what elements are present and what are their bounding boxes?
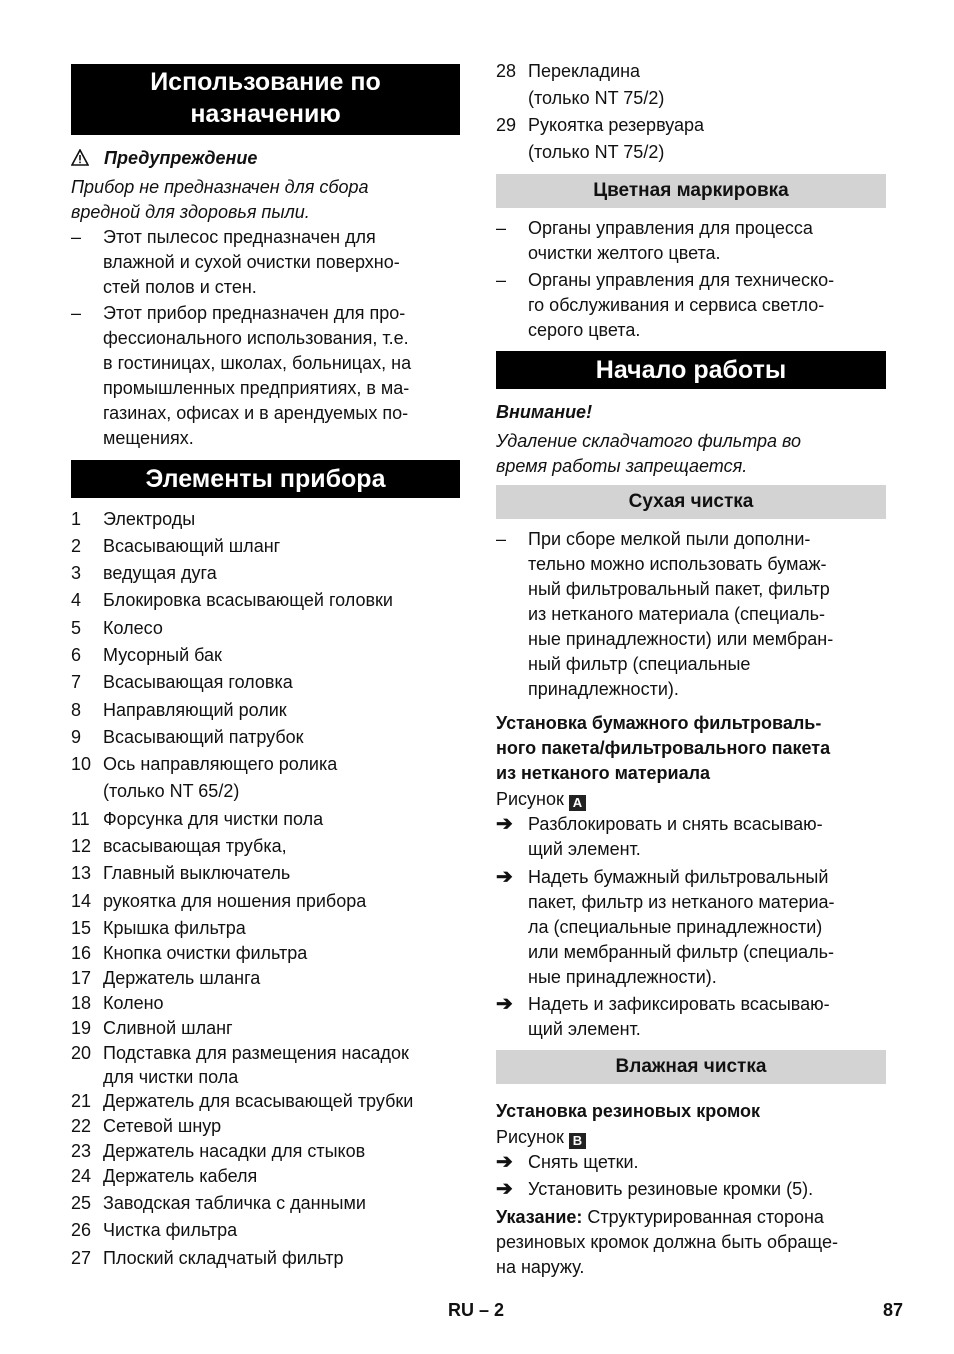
bullet-line: Органы управления для техническо-: [528, 270, 835, 290]
right-arrow-icon: ➔: [496, 866, 513, 888]
dash-marker: –: [496, 529, 507, 549]
item-text: (только NT 65/2): [103, 781, 240, 801]
subheading-rubber-lips: Установка резиновых кромок: [496, 1101, 761, 1121]
item-text: Колено: [103, 993, 164, 1013]
item-text: Заводская табличка с данными: [103, 1193, 366, 1213]
item-text: всасывающая трубка,: [103, 836, 287, 856]
footer-page-number: 87: [883, 1300, 904, 1320]
bullet-line: мещениях.: [103, 428, 194, 448]
heading-intended-use: [71, 64, 460, 135]
bullet-line: тельно можно использовать бумаж-: [528, 554, 827, 574]
figure-reference: [496, 1125, 586, 1150]
note-line: резиновых кромок должна быть обраще-: [496, 1232, 838, 1252]
item-number: 28: [496, 61, 517, 81]
item-text: Главный выключатель: [103, 863, 291, 883]
attention-text-line: Удаление складчатого фильтра во: [496, 431, 802, 451]
item-text: Колесо: [103, 618, 163, 638]
item-number: 27: [71, 1248, 92, 1268]
item-number: 19: [71, 1018, 92, 1038]
right-arrow-icon: ➔: [496, 1178, 513, 1200]
warning-title: [71, 146, 257, 173]
warning-title-text: Предупреждение: [104, 148, 258, 168]
figure-letter-badge: B: [569, 1133, 586, 1149]
heading-wet-cleaning: Влажная чистка: [496, 1050, 886, 1084]
item-text: Блокировка всасывающей головки: [103, 590, 393, 610]
item-text: Кнопка очистки фильтра: [103, 943, 308, 963]
step-line: щий элемент.: [528, 839, 641, 859]
step-line: или мембранный фильтр (специаль-: [528, 942, 834, 962]
bullet-line: влажной и сухой очистки поверхно-: [103, 252, 400, 272]
item-text: Сетевой шнур: [103, 1116, 222, 1136]
bullet-line: ный фильтровальный пакет, фильтр: [528, 579, 830, 599]
item-text: Всасывающая головка: [103, 672, 293, 692]
item-text: Сливной шланг: [103, 1018, 233, 1038]
subheading-filter-bag: Установка бумажного фильтроваль-: [496, 713, 822, 733]
item-number: 10: [71, 754, 92, 774]
item-number: 26: [71, 1220, 92, 1240]
bullet-line: ные принадлежности) или мембран-: [528, 629, 834, 649]
bullet-line: стей полов и стен.: [103, 277, 257, 297]
item-number: 20: [71, 1043, 92, 1063]
item-number: 13: [71, 863, 92, 883]
item-number: 18: [71, 993, 92, 1013]
item-text: Подставка для размещения насадок: [103, 1043, 409, 1063]
figure-label: Рисунок: [496, 1127, 564, 1147]
step-line: Разблокировать и снять всасываю-: [528, 814, 823, 834]
item-text: для чистки пола: [103, 1067, 239, 1087]
item-text: рукоятка для ношения прибора: [103, 891, 367, 911]
item-number: 24: [71, 1166, 92, 1186]
item-number: 6: [71, 645, 82, 665]
step-line: Надеть и зафиксировать всасываю-: [528, 994, 830, 1014]
item-number: 29: [496, 115, 517, 135]
item-text: Держатель шланга: [103, 968, 261, 988]
step-line: Надеть бумажный фильтровальный: [528, 867, 829, 887]
item-text: Ось направляющего ролика: [103, 754, 338, 774]
item-number: 16: [71, 943, 92, 963]
footer-language-page: RU – 2: [448, 1300, 505, 1320]
item-number: 5: [71, 618, 82, 638]
item-text: (только NT 75/2): [528, 88, 665, 108]
item-text: Плоский складчатый фильтр: [103, 1248, 344, 1268]
item-number: 4: [71, 590, 82, 610]
dash-marker: –: [71, 227, 82, 247]
note-text: Структурированная сторона: [582, 1207, 824, 1227]
item-number: 8: [71, 700, 82, 720]
heading-line: Элементы прибора: [145, 465, 386, 493]
step-line: Снять щетки.: [528, 1152, 639, 1172]
bullet-line: принадлежности).: [528, 679, 679, 699]
heading-line: назначению: [190, 100, 341, 128]
bullet-line: го обслуживания и сервиса светло-: [528, 295, 825, 315]
step-line: ные принадлежности).: [528, 967, 717, 987]
subheading-filter-bag: из нетканого материала: [496, 763, 711, 783]
bullet-line: Этот пылесос предназначен для: [103, 227, 376, 247]
bullet-line: газинах, офисах и в арендуемых по-: [103, 403, 409, 423]
step-line: ла (специальные принадлежности): [528, 917, 823, 937]
heading-elements: [71, 460, 460, 498]
item-number: 21: [71, 1091, 92, 1111]
heading-dry-cleaning: Сухая чистка: [496, 485, 886, 519]
dash-marker: –: [496, 218, 507, 238]
item-text: Электроды: [103, 509, 196, 529]
bullet-line: в гостиницах, школах, больницах, на: [103, 353, 412, 373]
heading-color-coding: Цветная маркировка: [496, 174, 886, 208]
item-text: Направляющий ролик: [103, 700, 287, 720]
figure-label: Рисунок: [496, 789, 564, 809]
bullet-line: Органы управления для процесса: [528, 218, 813, 238]
item-number: 3: [71, 563, 82, 583]
bullet-line: промышленных предприятиях, в ма-: [103, 378, 410, 398]
item-number: 11: [71, 809, 90, 829]
dash-marker: –: [71, 303, 82, 323]
figure-letter-badge: A: [569, 795, 586, 811]
warning-text-line: вредной для здоровья пыли.: [71, 202, 310, 222]
note-line: на наружу.: [496, 1257, 585, 1277]
bullet-line: серого цвета.: [528, 320, 641, 340]
bullet-line: Этот прибор предназначен для про-: [103, 303, 406, 323]
item-number: 12: [71, 836, 92, 856]
item-number: 9: [71, 727, 82, 747]
figure-reference: [496, 787, 586, 812]
attention-text-line: время работы запрещается.: [496, 456, 748, 476]
item-text: Держатель для всасывающей трубки: [103, 1091, 414, 1111]
warning-triangle-icon: [71, 148, 91, 173]
warning-text-line: Прибор не предназначен для сбора: [71, 177, 369, 197]
right-arrow-icon: ➔: [496, 993, 513, 1015]
heading-start: [496, 351, 886, 389]
item-number: 7: [71, 672, 82, 692]
item-text: Чистка фильтра: [103, 1220, 238, 1240]
item-number: 15: [71, 918, 92, 938]
item-text: Мусорный бак: [103, 645, 222, 665]
bullet-line: очистки желтого цвета.: [528, 243, 721, 263]
subheading-filter-bag: ного пакета/фильтровального пакета: [496, 738, 831, 758]
item-text: Держатель насадки для стыков: [103, 1141, 366, 1161]
right-arrow-icon: ➔: [496, 1151, 513, 1173]
bullet-line: из нетканого материала (специаль-: [528, 604, 825, 624]
item-text: Перекладина: [528, 61, 641, 81]
item-number: 22: [71, 1116, 92, 1136]
item-text: Держатель кабеля: [103, 1166, 258, 1186]
item-text: Крышка фильтра: [103, 918, 246, 938]
item-text: ведущая дуга: [103, 563, 217, 583]
right-arrow-icon: ➔: [496, 813, 513, 835]
item-text: Всасывающий патрубок: [103, 727, 304, 747]
heading-line: Использование по: [150, 68, 381, 96]
step-line: пакет, фильтр из нетканого материа-: [528, 892, 835, 912]
bullet-line: ный фильтр (специальные: [528, 654, 751, 674]
item-number: 2: [71, 536, 82, 556]
item-number: 23: [71, 1141, 92, 1161]
attention-title: Внимание!: [496, 402, 593, 422]
item-text: Всасывающий шланг: [103, 536, 281, 556]
item-number: 14: [71, 891, 92, 911]
item-text: (только NT 75/2): [528, 142, 665, 162]
step-line: Установить резиновые кромки (5).: [528, 1179, 814, 1199]
item-number: 25: [71, 1193, 92, 1213]
bullet-line: При сборе мелкой пыли дополни-: [528, 529, 811, 549]
item-text: Форсунка для чистки пола: [103, 809, 324, 829]
dash-marker: –: [496, 270, 507, 290]
note-line: [496, 1205, 824, 1230]
item-number: 1: [71, 509, 82, 529]
note-label: Указание:: [496, 1207, 583, 1227]
item-text: Рукоятка резервуара: [528, 115, 705, 135]
heading-line: Начало работы: [595, 356, 787, 384]
step-line: щий элемент.: [528, 1019, 641, 1039]
item-number: 17: [71, 968, 92, 988]
bullet-line: фессионального использования, т.е.: [103, 328, 409, 348]
